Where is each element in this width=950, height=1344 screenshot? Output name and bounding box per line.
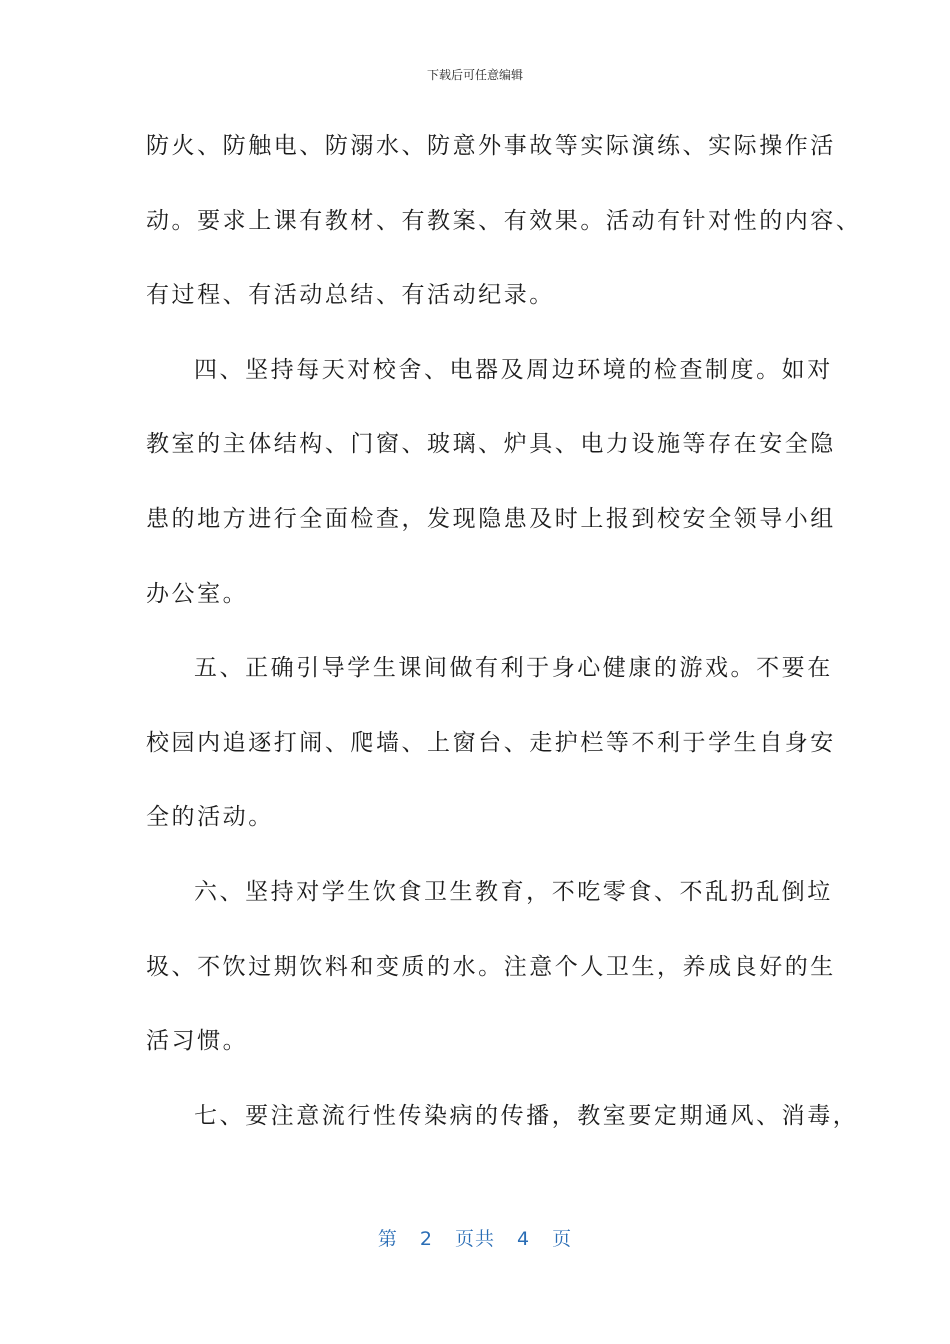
body-line: 办公室。 [146,580,249,607]
footer-suffix: 页 [552,1228,573,1250]
body-line: 教室的主体结构、门窗、玻璃、炉具、电力设施等存在安全隐 [146,431,836,458]
body-line: 动。要求上课有教材、有教案、有效果。活动有针对性的内容、 [146,207,862,234]
body-line: 圾、不饮过期饮料和变质的水。注意个人卫生，养成良好的生 [146,953,836,980]
total-pages-number: 4 [517,1228,531,1250]
footer-prefix: 第 [377,1228,398,1250]
header-note: 下载后可任意编辑 [426,68,523,82]
paragraph-start-line: 四、坚持每天对校舍、电器及周边环境的检查制度。如对 [194,356,833,383]
body-line: 校园内追逐打闹、爬墙、上窗台、走护栏等不利于学生自身安 [146,729,836,756]
body-line: 活习惯。 [146,1028,249,1055]
body-line: 防火、防触电、防溺水、防意外事故等实际演练、实际操作活 [146,133,836,159]
current-page-number: 2 [419,1228,433,1250]
body-line: 全的活动。 [146,804,274,831]
paragraph-start-line: 六、坚持对学生饮食卫生教育，不吃零食、不乱扔乱倒垃 [194,878,833,905]
paragraph-start-line: 七、要注意流行性传染病的传播，教室要定期通风、消毒， [194,1102,859,1129]
footer-middle: 页共 [454,1228,495,1250]
document-body [146,120,862,1164]
page-footer [0,1224,950,1251]
body-line: 患的地方进行全面检查，发现隐患及时上报到校安全领导小组 [146,505,836,532]
paragraph-start-line: 五、正确引导学生课间做有利于身心健康的游戏。不要在 [194,655,833,682]
body-line: 有过程、有活动总结、有活动纪录。 [146,282,555,309]
